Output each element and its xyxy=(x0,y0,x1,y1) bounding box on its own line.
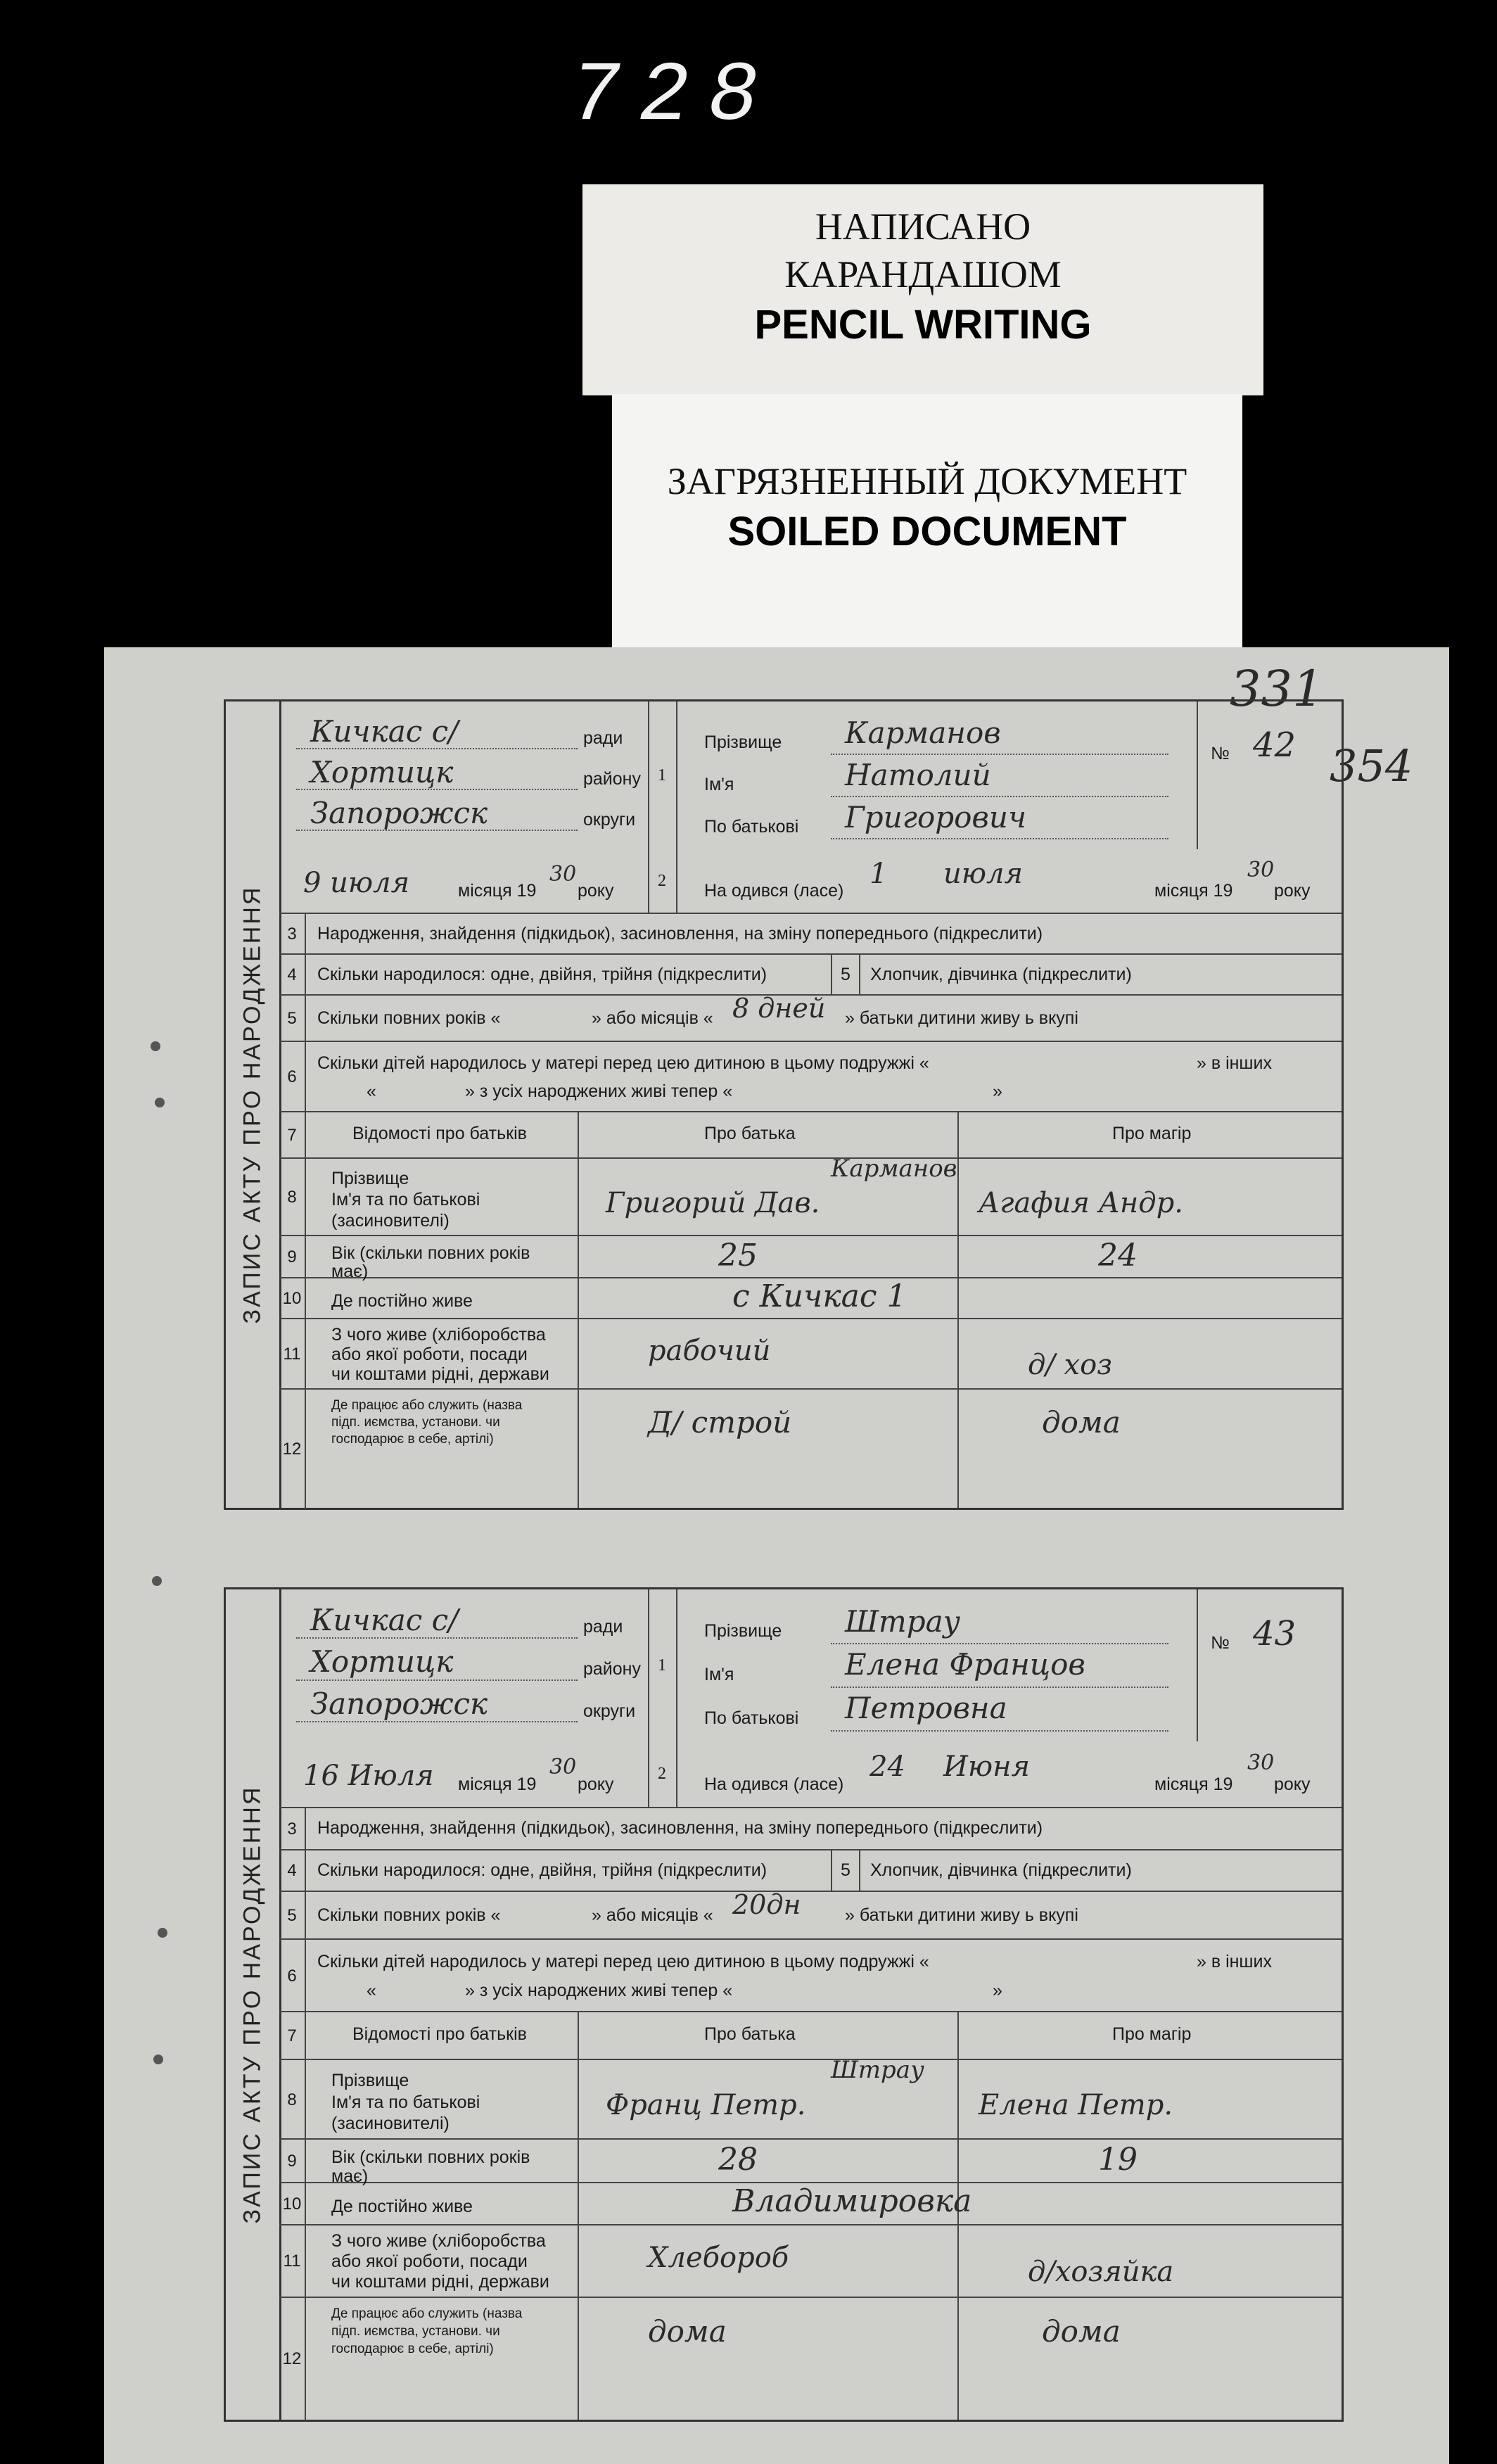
row-number: 2 xyxy=(648,849,677,913)
record-born-month: июля xyxy=(943,858,1023,890)
record-year-value: 30 xyxy=(549,862,577,887)
parents-header: Відомості про батьків xyxy=(352,2024,527,2044)
row11-label: або якої роботи, посади xyxy=(331,2252,528,2272)
mother-name: Агафия Андр. xyxy=(979,1187,1183,1219)
row-divider xyxy=(831,953,832,994)
row7-text-e: » xyxy=(993,1981,1002,2001)
father-surname: Карманов xyxy=(831,1155,957,1183)
record-number-value: 43 xyxy=(1253,1614,1297,1653)
dotted-line xyxy=(831,1730,1168,1732)
record-name-label: Ім'я xyxy=(704,775,734,794)
row7-text-a: Скільки дітей народилось у матері перед цею дитиною в цьому подружжі « xyxy=(317,1053,929,1073)
row-number: 1 xyxy=(648,1589,677,1741)
record-no-label: № xyxy=(1211,744,1230,763)
record-sidebar xyxy=(226,701,281,1508)
record-no-label: № xyxy=(1211,1632,1230,1653)
row3-text: Народження, знайдення (підкидьок), засиновлення, на зміну попереднього (підкреслити) xyxy=(317,1818,1043,1839)
record-name-value: Натолий xyxy=(845,758,991,792)
record-born-year: 30 xyxy=(1247,1750,1275,1775)
label-ru-line1: НАПИСАНО xyxy=(815,205,1031,248)
record-surname-value: Карманов xyxy=(845,716,1001,750)
form-row xyxy=(279,1041,1342,1112)
header-divider xyxy=(1197,701,1198,849)
pencil-writing-label xyxy=(582,184,1263,395)
mother-name: Елена Петр. xyxy=(979,2089,1173,2122)
row-number: 2 xyxy=(648,1741,677,1807)
row10-label: Де постійно живе xyxy=(331,1291,473,1311)
dotted-line xyxy=(296,1637,578,1639)
father-name: Григорий Дав. xyxy=(606,1187,820,1219)
row-number: 12 xyxy=(279,1390,306,1509)
record-born-label: На одився (ласе) xyxy=(704,1774,844,1794)
record-patronymic-label: По батькові xyxy=(704,1708,799,1728)
col-divider xyxy=(578,1111,579,1508)
record-born-month-label: місяця 19 xyxy=(1154,881,1233,901)
col-divider xyxy=(578,2011,579,2420)
row4-text: Скільки народилося: одне, двійня, трійня (підкреслити) xyxy=(317,965,767,984)
label-ru-line: ЗАГРЯЗНЕННЫЙ ДОКУМЕНТ xyxy=(667,460,1187,502)
residence: с Кичкас 1 xyxy=(732,1278,907,1314)
row11-label: чи коштами рідні, держави xyxy=(331,2271,549,2292)
row-divider xyxy=(859,1849,860,1891)
row-number: 12 xyxy=(279,2298,306,2421)
dotted-line xyxy=(831,838,1168,839)
row-number: 6 xyxy=(279,1042,306,1112)
parents-header: Відомості про батьків xyxy=(352,1124,527,1143)
record-district-value: Хортицк xyxy=(310,1644,454,1679)
record-village-label: ради xyxy=(583,728,623,748)
row8-label: (засиновителі) xyxy=(331,1211,450,1231)
old-page-number: 354 xyxy=(1330,740,1413,792)
mother-age: 19 xyxy=(1098,2141,1138,2178)
record-name-value: Елена Францов xyxy=(845,1647,1085,1682)
record-village-value: Кичкас с/ xyxy=(310,714,459,749)
record-month-label: місяця 19 xyxy=(458,881,537,901)
label-en-line: PENCIL WRITING xyxy=(754,302,1092,348)
dotted-line xyxy=(296,789,578,790)
row6-text-c: » батьки дитини живу ь вкупі xyxy=(845,1008,1078,1028)
dotted-line xyxy=(296,1679,578,1681)
row8-label: Ім'я та по батькові xyxy=(331,1190,480,1209)
row8-label: Прізвище xyxy=(331,1169,409,1188)
row7-text-d: » з усіх народжених живі тепер « xyxy=(465,1981,733,2001)
row-number: 6 xyxy=(279,1940,306,2012)
birth-record-2 xyxy=(224,1587,1344,2422)
record-months-together: 8 дней xyxy=(732,993,826,1024)
punch-hole xyxy=(155,1098,165,1107)
row12-label: Де працює або служить (назва xyxy=(331,1398,523,1413)
row11-label: З чого живе (хліборобства xyxy=(331,1325,546,1345)
row12-label: підп. иємства, установи. чи xyxy=(331,1415,500,1430)
record-born-month: Июня xyxy=(943,1750,1030,1783)
mother-header: Про магір xyxy=(1112,2024,1192,2044)
dotted-line xyxy=(831,1687,1168,1688)
record-patronymic-value: Григорович xyxy=(845,800,1027,834)
record-village-label: ради xyxy=(583,1617,623,1637)
father-surname: Штрау xyxy=(831,2056,924,2085)
dotted-line xyxy=(831,796,1168,797)
record-born-day: 1 xyxy=(869,858,888,890)
soiled-document-label xyxy=(612,394,1242,647)
row5-number: 5 xyxy=(841,965,851,984)
record-year-label: року xyxy=(578,1774,614,1794)
record-name-label: Ім'я xyxy=(704,1665,734,1685)
row9-label: має) xyxy=(331,2166,369,2186)
row5-text: Хлопчик, дівчинка (підкреслити) xyxy=(870,965,1132,984)
row-number: 8 xyxy=(279,1159,306,1236)
sidebar-title: ЗАПИС АКТУ ПРО НАРОДЖЕННЯ xyxy=(238,1785,266,2224)
row5-text: Хлопчик, дівчинка (підкреслити) xyxy=(870,1860,1132,1881)
row-number: 5 xyxy=(279,996,306,1042)
record-patronymic-value: Петровна xyxy=(845,1691,1007,1726)
row6-text-b: » або місяців « xyxy=(592,1905,713,1925)
row6-text-b: » або місяців « xyxy=(592,1008,713,1028)
mother-age: 24 xyxy=(1098,1238,1138,1274)
row11-label: чи коштами рідні, держави xyxy=(331,1364,549,1384)
punch-hole xyxy=(153,2055,163,2064)
record-patronymic-label: По батькові xyxy=(704,817,799,837)
punch-hole xyxy=(151,1041,160,1051)
record-born-year: 30 xyxy=(1247,858,1275,882)
row12-label: господарює в себе, артілі) xyxy=(331,2341,494,2356)
row8-label: Прізвище xyxy=(331,2070,409,2090)
mother-work: дома xyxy=(1042,1405,1121,1440)
record-date-value: 9 июля xyxy=(303,867,410,899)
mother-income: д/хозяйка xyxy=(1028,2256,1174,2289)
row-number: 9 xyxy=(279,1236,306,1278)
row11-label: З чого живе (хліборобства xyxy=(331,2231,546,2252)
row-number: 9 xyxy=(279,2140,306,2183)
row7-text-a: Скільки дітей народилось у матері перед цею дитиною в цьому подружжі « xyxy=(317,1951,929,1971)
row12-label: підп. иємства, установи. чи xyxy=(331,2324,500,2339)
row7-text-b: » в інших xyxy=(1197,1053,1272,1073)
record-number-value: 42 xyxy=(1253,725,1297,765)
row7-text-c: « xyxy=(367,1081,376,1101)
row8-label: Ім'я та по батькові xyxy=(331,2092,480,2112)
record-okrug-value: Запорожск xyxy=(310,796,488,830)
father-work: дома xyxy=(648,2313,727,2349)
record-month-label: місяця 19 xyxy=(458,1774,537,1794)
row-number: 3 xyxy=(279,914,306,955)
row9-label: Вік (скільки повних років xyxy=(331,1243,530,1263)
row4-text: Скільки народилося: одне, двійня, трійня (підкреслити) xyxy=(317,1860,767,1881)
row-number: 4 xyxy=(279,955,306,996)
birth-record-1 xyxy=(224,699,1344,1510)
mother-header: Про магір xyxy=(1112,1124,1192,1143)
record-born-day: 24 xyxy=(869,1750,905,1783)
record-district-label: району xyxy=(583,1658,641,1679)
record-sidebar xyxy=(226,1589,281,2420)
father-age: 25 xyxy=(718,1238,758,1274)
row6-text-a: Скільки повних років « xyxy=(317,1905,501,1925)
father-income: Хлебороб xyxy=(648,2241,789,2274)
row7-text-c: « xyxy=(367,1981,376,2001)
father-age: 28 xyxy=(718,2141,758,2178)
dotted-line xyxy=(831,1643,1168,1644)
dotted-line xyxy=(296,830,578,831)
record-year-label: року xyxy=(578,881,614,901)
form-row xyxy=(279,1938,1342,2012)
record-surname-label: Прізвище xyxy=(704,1621,782,1641)
row-number: 7 xyxy=(279,2012,306,2060)
father-header: Про батька xyxy=(704,1124,796,1143)
row12-label: господарює в себе, артілі) xyxy=(331,1432,494,1447)
record-okrug-label: округи xyxy=(583,810,636,830)
row8-label: (засиновителі) xyxy=(331,2114,450,2134)
row-number: 1 xyxy=(648,701,677,849)
row5-number: 5 xyxy=(841,1860,851,1881)
father-header: Про батька xyxy=(704,2024,796,2044)
record-born-label: На одився (ласе) xyxy=(704,881,844,901)
row7-text-b: » в інших xyxy=(1197,1951,1272,1971)
row11-label: або якої роботи, посади xyxy=(331,1345,528,1364)
record-okrug-label: округи xyxy=(583,1701,636,1721)
label-ru-line2: КАРАНДАШОМ xyxy=(784,253,1062,296)
row12-label: Де працює або служить (назва xyxy=(331,2306,523,2322)
row-number: 5 xyxy=(279,1892,306,1940)
record-village-value: Кичкас с/ xyxy=(310,1602,459,1637)
row9-label: має) xyxy=(331,1262,369,1281)
father-work: Д/ строй xyxy=(648,1405,792,1440)
row9-label: Вік (скільки повних років xyxy=(331,2147,530,2167)
mother-income: д/ хоз xyxy=(1028,1349,1112,1381)
residence: Владимировка xyxy=(732,2183,972,2220)
row7-text-e: » xyxy=(993,1081,1002,1101)
dotted-line xyxy=(831,754,1168,755)
record-district-label: району xyxy=(583,769,641,789)
dotted-line xyxy=(296,1721,578,1722)
mother-work: дома xyxy=(1042,2313,1121,2349)
record-born-month-label: місяця 19 xyxy=(1154,1774,1233,1794)
row-number: 10 xyxy=(279,1278,306,1319)
row-number: 11 xyxy=(279,2225,306,2298)
row-number: 4 xyxy=(279,1850,306,1893)
reel-number: 728 xyxy=(570,49,777,145)
row10-label: Де постійно живе xyxy=(331,2196,473,2216)
sidebar-title: ЗАПИС АКТУ ПРО НАРОДЖЕННЯ xyxy=(238,885,266,1324)
row-number: 8 xyxy=(279,2060,306,2140)
father-name: Франц Петр. xyxy=(606,2089,806,2122)
row-number: 7 xyxy=(279,1112,306,1159)
col-divider xyxy=(957,1111,959,1508)
record-year-value: 30 xyxy=(549,1754,577,1779)
record-okrug-value: Запорожск xyxy=(310,1686,488,1721)
row6-text-c: » батьки дитини живу ь вкупі xyxy=(845,1905,1078,1925)
record-months-together: 20дн xyxy=(732,1889,801,1921)
row-number: 11 xyxy=(279,1319,306,1390)
dotted-line xyxy=(296,748,578,749)
record-born-year-label: року xyxy=(1274,1774,1311,1794)
record-surname-label: Прізвище xyxy=(704,732,782,752)
record-date-value: 16 Июля xyxy=(303,1759,434,1792)
record-district-value: Хортицк xyxy=(310,755,454,789)
header-divider xyxy=(1197,1589,1198,1741)
record-born-year-label: року xyxy=(1274,881,1311,901)
record-surname-value: Штрау xyxy=(845,1603,961,1639)
row-divider xyxy=(859,953,860,994)
row-divider xyxy=(831,1849,832,1891)
row7-text-d: » з усіх народжених живі тепер « xyxy=(465,1081,733,1101)
row3-text: Народження, знайдення (підкидьок), засиновлення, на зміну попереднього (підкреслити) xyxy=(317,924,1043,944)
punch-hole xyxy=(152,1576,162,1586)
row-number: 10 xyxy=(279,2183,306,2225)
row-number: 3 xyxy=(279,1808,306,1850)
page-number: 331 xyxy=(1230,660,1324,718)
punch-hole xyxy=(158,1928,167,1938)
row6-text-a: Скільки повних років « xyxy=(317,1008,501,1028)
label-en-line: SOILED DOCUMENT xyxy=(727,509,1127,554)
father-income: рабочий xyxy=(648,1335,771,1367)
